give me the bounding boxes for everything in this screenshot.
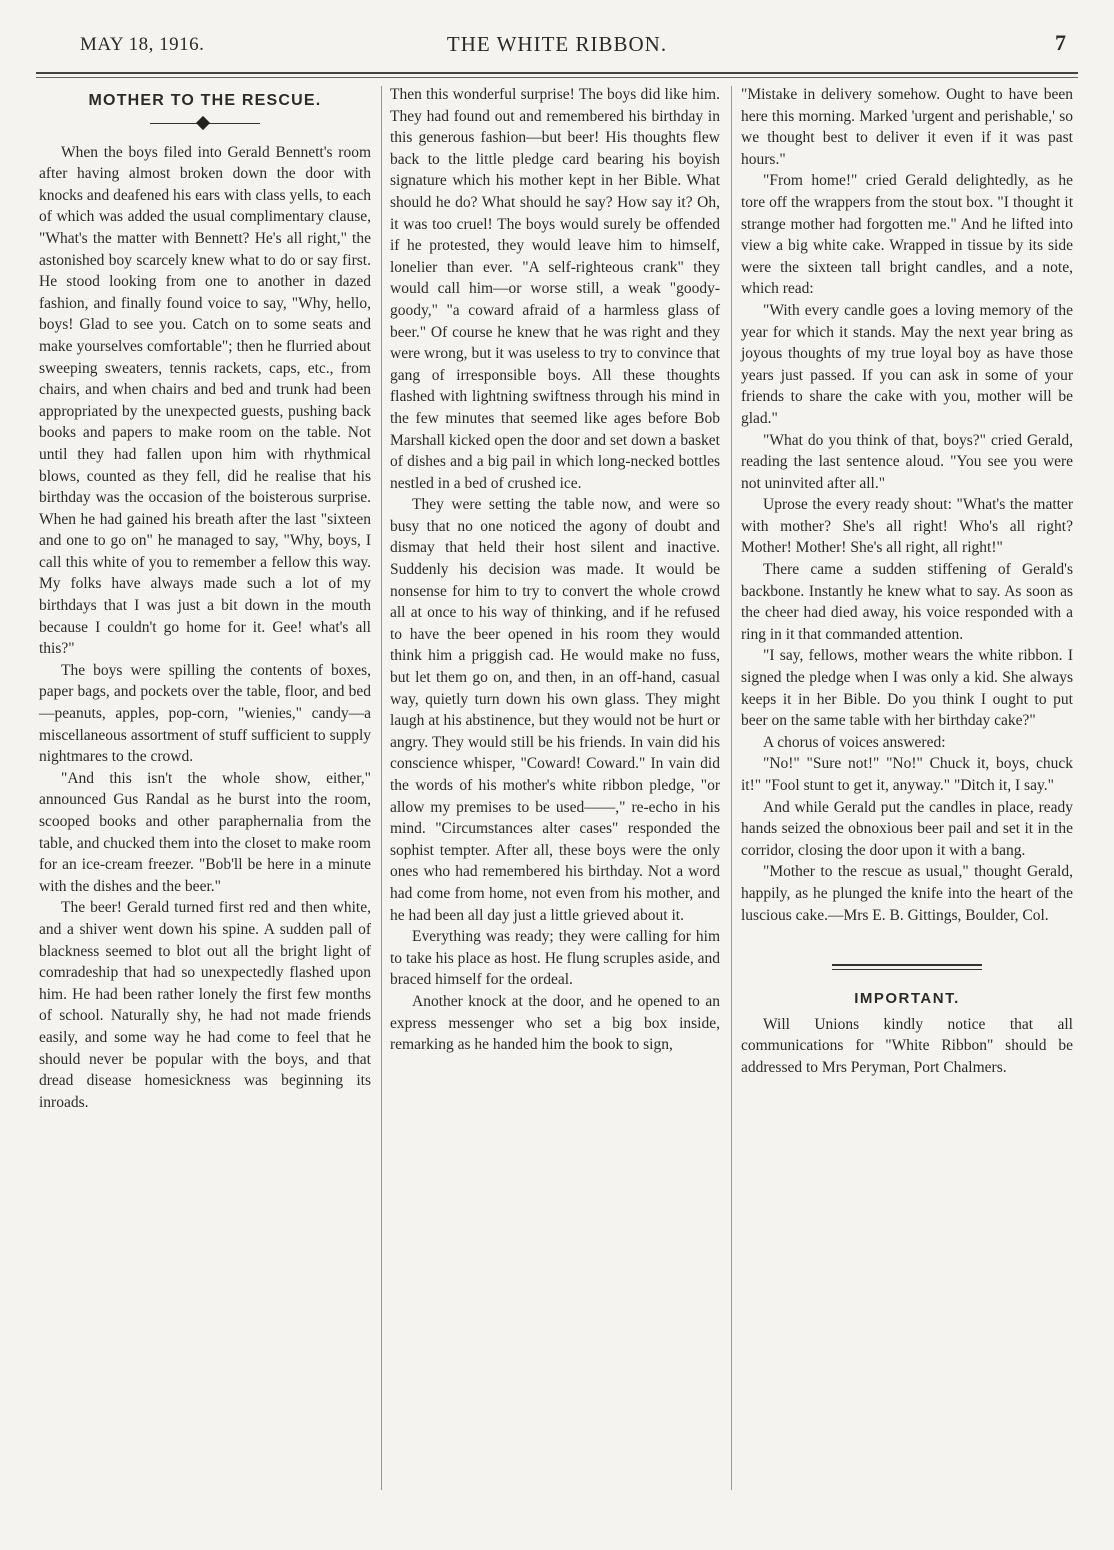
article-paragraph: There came a sudden stiffening of Gerald's backbone. Instantly he knew what to say. As soon as the cheer had died away, his voice responded with a ring in it that commanded attention. [741, 561, 1073, 643]
page-header [38, 28, 1076, 64]
article-paragraph: "From home!" cried Gerald delightedly, as he tore off the wrappers from the stout box. "I thought it strange mother had forgotten me." And he lifted into view a big white cake. Wrapped in tissue by its side were the sixteen tall bright candles, and a note, which read: [741, 172, 1073, 298]
article-paragraph: Uprose the every ready shout: "What's the matter with mother? She's all right! Who's all right? Mother! Mother! She's all right, all right!" [741, 496, 1073, 557]
column-1 [39, 84, 371, 1520]
article-paragraph: They were setting the table now, and were so busy that no one noticed the agony of doubt and dismay that held their host silent and inactive. Suddenly his decision was made. It would be nonsense for him to try to convert the whole crowd all at once to his way of thinking, and if he refused to have the beer opened in his room they would think him a priggish cad. He would make no fuss, but let them go on, and then, in an off-hand, casual way, quietly turn down his own glass. They might laugh at his abstinence, but they would not be hurt or angry. They would still be his friends. In vain did his conscience whisper, "Coward! Coward." In vain did the words of his mother's white ribbon pledge, "or allow my premises to be used——," re-echo in his mind. "Circumstances alter cases" responded the sophist tempter. After all, these boys were the only ones who had remembered his birthday. Not a word had come from home, not even from his mother, and he had been all day just a little grieved about it. [390, 496, 720, 924]
publication-title: THE WHITE RIBBON. [446, 32, 668, 56]
article-paragraph: "Mistake in delivery somehow. Ought to have been here this morning. Marked 'urgent and perishable,' so we thought best to deliver it even if it was past hours." [741, 86, 1073, 168]
page-number: 7 [1055, 30, 1066, 55]
article-paragraph: The beer! Gerald turned first red and then white, and a shiver went down his spine. A sudden pall of blackness seemed to blot out all the bright light of comradeship that had so unexpectedly flashed upon him. He had been rather lonely the first few months of school. Naturally shy, he had not made friends easily, and some way he had come to feel that he should never be popular with the boys, and that dread disease homesickness was beginning its inroads. [39, 899, 371, 1111]
article-paragraph: The boys were spilling the contents of boxes, paper bags, and pockets over the table, floor, and bed—peanuts, apples, pop-corn, "wienies," candy—a miscellaneous assortment of stuff sufficient to supply nightmares to the crowd. [39, 661, 371, 766]
article-paragraph: "With every candle goes a loving memory of the year for which it stands. May the next year bring as joyous thoughts of my true loyal boy as have those years just passed. If you can ask in some of your friends to share the cake with you, mother will be glad." [741, 301, 1073, 427]
issue-date: MAY 18, 1916. [80, 34, 205, 55]
header-rule-thin [36, 77, 1078, 78]
article-paragraph: Everything was ready; they were calling for him to take his place as host. He flung scruples aside, and braced himself for the ordeal. [390, 928, 720, 989]
column-3 [741, 84, 1073, 1520]
article-paragraph: "What do you think of that, boys?" cried Gerald, reading the last sentence aloud. "You see you were not uninvited after all." [741, 431, 1073, 492]
article-headline: MOTHER TO THE RESCUE. [88, 92, 322, 109]
column-divider [731, 86, 732, 1490]
article-paragraph: Then this wonderful surprise! The boys did like him. They had found out and remembered his birthday in this generous fashion—but beer! His thoughts flew back to the little pledge card bearing his boyish signature which his mother kept in her Bible. What should he do? What should he say? How say it? Oh, it was too cruel! The boys would surely be offended if he protested, they would leave him to himself, lonelier than ever. "A self-righteous crank" they would call him—or worse still, a weak "goody-goody," "a coward afraid of a harmless glass of beer." Of course he knew that he was right and they were wrong, but it was useless to try to convince that gang of irresponsible boys. All these thoughts flashed with lightning swiftness through his mind in the few minutes that seemed like ages before Bob Marshall kicked open the door and set down a basket of dishes and a big pail in which long-necked bottles nestled in a bed of crushed ice. [390, 86, 720, 492]
article-paragraph: "And this isn't the whole show, either," announced Gus Randal as he burst into the room, scooped books and other paraphernalia from the table, and chucked them into the closet to make room for an ice-cream freezer. "Bob'll be here in a minute with the dishes and the beer." [39, 769, 371, 895]
article-paragraph: Another knock at the door, and he opened to an express messenger who set a big box inside, remarking as he handed him the book to sign, [390, 992, 720, 1054]
notice-text: Will Unions kindly notice that all communications for "White Ribbon" should be addressed to Mrs Peryman, Port Chalmers. [741, 1015, 1073, 1076]
article-paragraph: "Mother to the rescue as usual," thought Gerald, happily, as he plunged the knife into the heart of the luscious cake.—Mrs E. B. Gittings, Boulder, Col. [741, 863, 1073, 924]
article-paragraph: A chorus of voices answered: [763, 733, 946, 751]
header-rule [36, 72, 1078, 74]
article-paragraph: "No!" "Sure not!" "No!" Chuck it, boys, chuck it!" "Fool stunt to get it, anyway." "Ditch it, I say." [741, 755, 1073, 794]
section-separator [832, 964, 982, 970]
article-paragraph: And while Gerald put the candles in place, ready hands seized the obnoxious beer pail and set it in the corridor, closing the door upon it with a bang. [741, 798, 1073, 859]
column-2 [390, 84, 720, 1520]
headline-ornament [150, 118, 260, 130]
column-divider [381, 86, 382, 1490]
article-paragraph: "I say, fellows, mother wears the white ribbon. I signed the pledge when I was only a kid. She always keeps it in her Bible. Do you think I ought to put beer on the same table with her birthday cake?" [741, 647, 1073, 730]
notice-heading: IMPORTANT. [854, 990, 960, 1008]
article-paragraph: When the boys filed into Gerald Bennett's room after having almost broken down the door with knocks and deafened his ears with class yells, to each of which was added the usual complimentary clause, "What's the matter with Bennett? He's all right," the astonished boy scarcely knew what to do or say first. He stood looking from one to another in dazed fashion, and finally found voice to say, "Why, hello, boys! Glad to see you. Catch on to some seats and make yourselves comfortable"; then he flurried about sweeping sweaters, tennis rackets, caps, etc., from chairs, and when chairs and bed and trunk had been appropriated by the unexpected guests, pushing back books and papers to make room on the table. Not until they had fallen upon him with rhythmical blows, counted as they fell, did he realise that his birthday was the occasion of the boisterous surprise. When he had gained his breath after the last "sixteen and one to go on" he managed to say, "Why, boys, I call this white of you to remember a fellow this way. My folks have always made such a lot of my birthdays that I was just a bit down in the mouth because I couldn't go home for it. Gee! what's all this?" [39, 143, 371, 658]
